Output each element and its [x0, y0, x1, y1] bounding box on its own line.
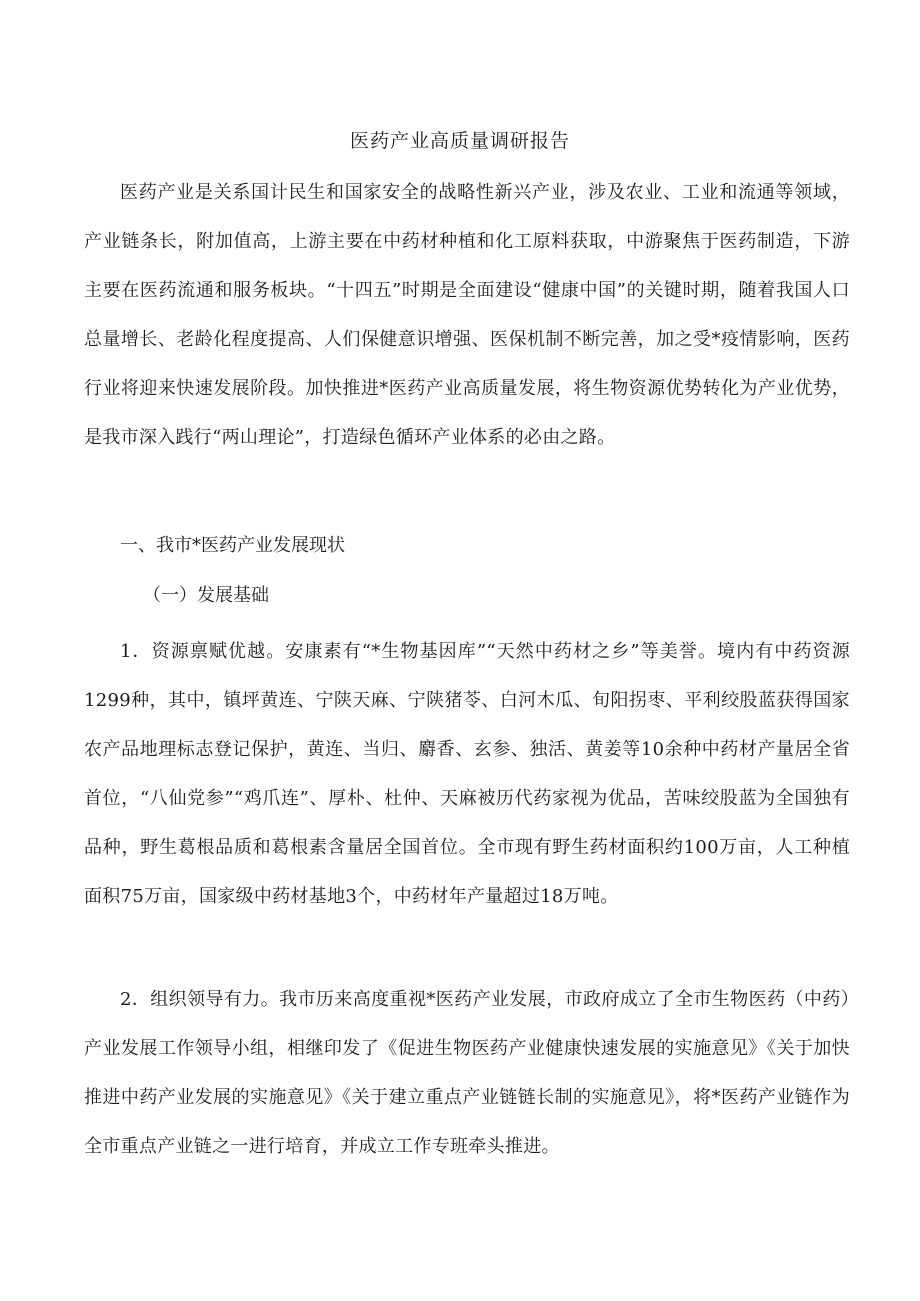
point-2-paragraph: 2．组织领导有力。我市历来高度重视*医药产业发展，市政府成立了全市生物医药（中药）产业发展工作领导小组，相继印发了《促进生物医药产业健康快速发展的实施意见》《关于加快推进中药产业发展的实施意见》《关于建立重点产业链链长制的实施意见》，将*医药产业链作为全市重点产业链之一进行培育，并成立工作专班牵头推进。 — [84, 989, 850, 1157]
subsection-heading: （一）发展基础 — [143, 585, 269, 606]
intro-paragraph: 医药产业是关系国计民生和国家安全的战略性新兴产业，涉及农业、工业和流通等领域，产业链条长，附加值高，上游主要在中药材种植和化工原料获取，中游聚焦于医药制造，下游主要在医药流通和服务板块。“十四五”时期是全面建设“健康中国”的关键时期，随着我国人口总量增长、老龄化程度提高、人们保健意识增强、医保机制不断完善，加之受*疫情影响，医药行业将迎来快速发展阶段。加快推进*医药产业高质量发展，将生物资源优势转化为产业优势，是我市深入践行“两山理论”，打造绿色循环产业体系的必由之路。 — [84, 182, 850, 448]
point-1-paragraph: 1．资源禀赋优越。安康素有“*生物基因库”“天然中药材之乡”等美誉。境内有中药资源1299种，其中，镇坪黄连、宁陕天麻、宁陕猪苓、白河木瓜、旬阳拐枣、平利绞股蓝获得国家农产品地理标志登记保护，黄连、当归、麝香、玄参、独活、黄姜等10余种中药材产量居全省首位，“八仙党参”“鸡爪连”、厚朴、杜仲、天麻被历代药家视为优品，苦味绞股蓝为全国独有品种，野生葛根品质和葛根素含量居全国首位。全市现有野生药材面积约100万亩，人工种植面积75万亩，国家级中药材基地3个，中药材年产量超过18万吨。 — [84, 641, 850, 907]
section-heading: 一、我市*医药产业发展现状 — [120, 535, 345, 556]
document-title: 医药产业高质量调研报告 — [349, 130, 570, 152]
